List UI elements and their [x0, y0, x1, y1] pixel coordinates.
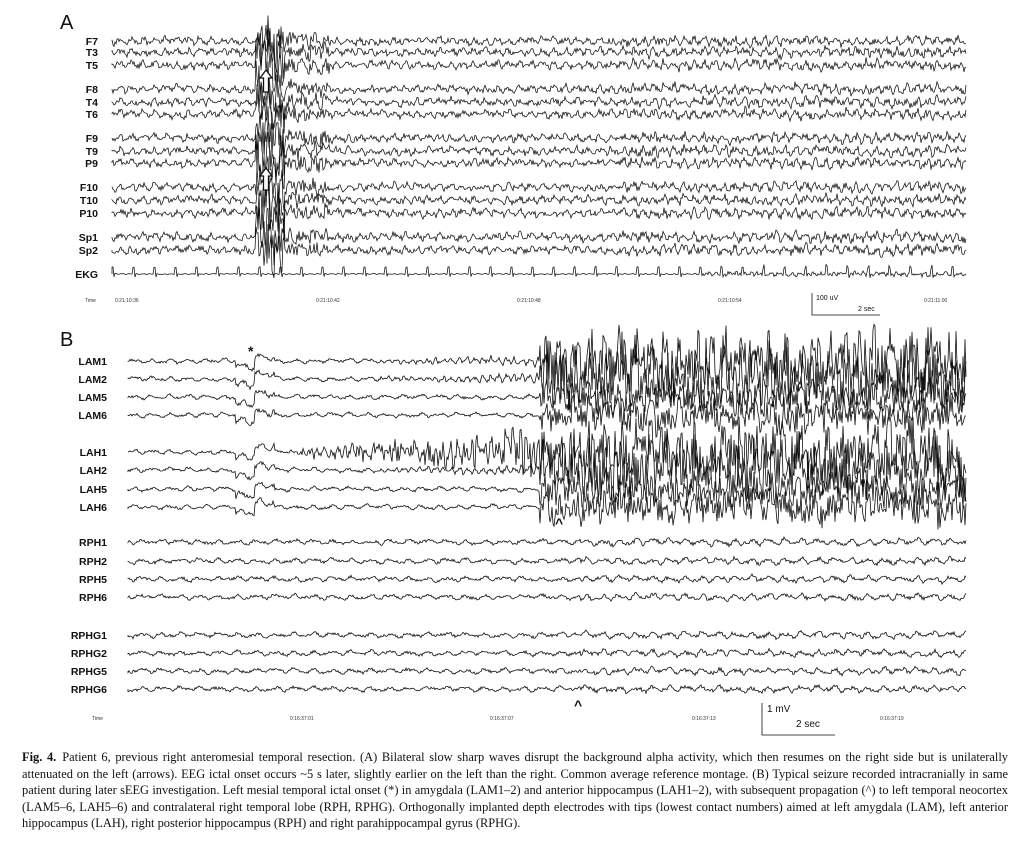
panel-a-scale-bar: [812, 293, 880, 315]
channel-label-lam1: LAM1: [78, 356, 107, 368]
channel-label-sp1: Sp1: [78, 232, 98, 244]
panel-b-scale-time: 2 sec: [796, 719, 820, 730]
timestamp-label: 0:16:37:19: [880, 716, 904, 722]
propagation-caret-marker-rph: ^: [574, 697, 583, 713]
figure-caption: [22, 749, 1008, 832]
timestamp-label: 0:16:37:07: [490, 716, 514, 722]
propagation-caret-marker: ^: [555, 515, 564, 531]
panel-a-time-axis-label: Time: [85, 298, 96, 304]
channel-label-ekg: EKG: [75, 269, 98, 281]
channel-label-rphg1: RPHG1: [70, 630, 107, 642]
channel-label-p9: P9: [85, 158, 98, 170]
eeg-trace: [112, 173, 966, 226]
timestamp-label: 0:21:10:42: [316, 298, 340, 304]
channel-label-rphg6: RPHG6: [70, 684, 107, 696]
channel-label-f8: F8: [85, 84, 98, 96]
channel-label-f9: F9: [85, 133, 98, 145]
panel-a-letter: A: [60, 12, 74, 34]
channel-label-lam2: LAM2: [78, 374, 107, 386]
figure-caption-text: Patient 6, previous right anteromesial temporal resection. (A) Bilateral slow sharp waves disrupt the background alpha activity, which then resumes on the right side but is unilaterally attenuated on the left (arrows). EEG ictal onset occurs ~5 s later, slightly earlier on the left than the right. Common average reference montage. (B) Typical seizure recorded intracranially in same patient during later sEEG investigation. Left mesial temporal ictal onset (*) in amygdala (LAM1–2) and anterior hippocampus (LAH1–2), with subsequent propagation (^) to left temporal neocortex (LAM5–6, LAH5–6) and contralateral right temporal lobe (RPH, RPHG). Orthogonally implanted depth electrodes with tips (lowest contact numbers) aimed at left amygdala (LAM), left anterior hippocampus (LAH), right posterior hippocampus (RPH) and right parahippocampal gyrus (RPHG).: [22, 750, 1008, 831]
timestamp-label: 0:21:10:54: [718, 298, 742, 304]
eeg-trace: [112, 224, 966, 278]
seeg-trace: [128, 556, 966, 565]
panel-b-channel-labels: [71, 356, 107, 696]
channel-label-lah5: LAH5: [79, 484, 107, 496]
seeg-trace: [128, 649, 966, 658]
channel-label-rph5: RPH5: [78, 574, 107, 586]
seeg-trace: [128, 630, 966, 639]
channel-label-t4: T4: [85, 97, 98, 109]
timestamp-label: 0:21:10:48: [517, 298, 541, 304]
onset-asterisk-marker: *: [248, 343, 254, 359]
channel-label-t9: T9: [85, 146, 98, 158]
timestamp-label: 0:21:11:00: [924, 298, 948, 304]
channel-label-sp2: Sp2: [78, 245, 98, 257]
timestamp-label: 0:16:37:13: [692, 716, 716, 722]
channel-label-rphg5: RPHG5: [70, 666, 107, 678]
channel-label-f7: F7: [85, 36, 98, 48]
timestamp-label: 0:21:10:36: [115, 298, 139, 304]
panel-a-scale-amplitude: 100 uV: [816, 295, 839, 302]
channel-label-p10: P10: [79, 208, 98, 220]
seeg-trace: [128, 685, 966, 694]
panel-b-scale-amplitude: 1 mV: [767, 704, 791, 715]
up-arrow-icon: [260, 168, 272, 190]
seeg-trace: [128, 592, 966, 601]
channel-label-t3: T3: [85, 47, 98, 59]
channel-label-lam5: LAM5: [78, 392, 107, 404]
channel-label-t5: T5: [85, 60, 98, 72]
eeg-trace: [112, 122, 966, 180]
channel-label-t10: T10: [79, 195, 98, 207]
panel-a-channel-labels: [75, 36, 98, 281]
seeg-trace: [128, 537, 966, 547]
eeg-trace: [112, 16, 966, 71]
eeg-trace: [112, 76, 966, 134]
eeg-trace: [112, 186, 966, 240]
channel-label-rph1: RPH1: [78, 537, 107, 549]
panel-b-traces: [128, 324, 966, 693]
channel-label-t6: T6: [85, 109, 98, 121]
panel-b-letter: B: [60, 329, 74, 351]
channel-label-f10: F10: [79, 182, 98, 194]
figure-caption-label: Fig. 4.: [22, 750, 57, 764]
channel-label-rphg2: RPHG2: [70, 648, 107, 660]
channel-label-lam6: LAM6: [78, 410, 107, 422]
channel-label-lah2: LAH2: [79, 465, 107, 477]
channel-label-rph6: RPH6: [78, 592, 107, 604]
eeg-trace: [112, 28, 966, 81]
panel-a-scale-time: 2 sec: [858, 306, 875, 313]
seeg-trace: [128, 574, 966, 584]
panel-b-time-axis-label: Time: [92, 716, 103, 722]
timestamp-label: 0:16:37:01: [290, 716, 314, 722]
channel-label-lah6: LAH6: [79, 502, 107, 514]
panel-a-traces: [112, 16, 966, 278]
channel-label-rph2: RPH2: [78, 556, 107, 568]
panel-b-scale-bar: [762, 703, 835, 735]
eeg-trace: [112, 206, 966, 265]
seeg-trace: [128, 666, 966, 676]
channel-label-lah1: LAH1: [79, 447, 107, 459]
seeg-trace: [128, 393, 966, 437]
eeg-trace: [112, 265, 966, 278]
